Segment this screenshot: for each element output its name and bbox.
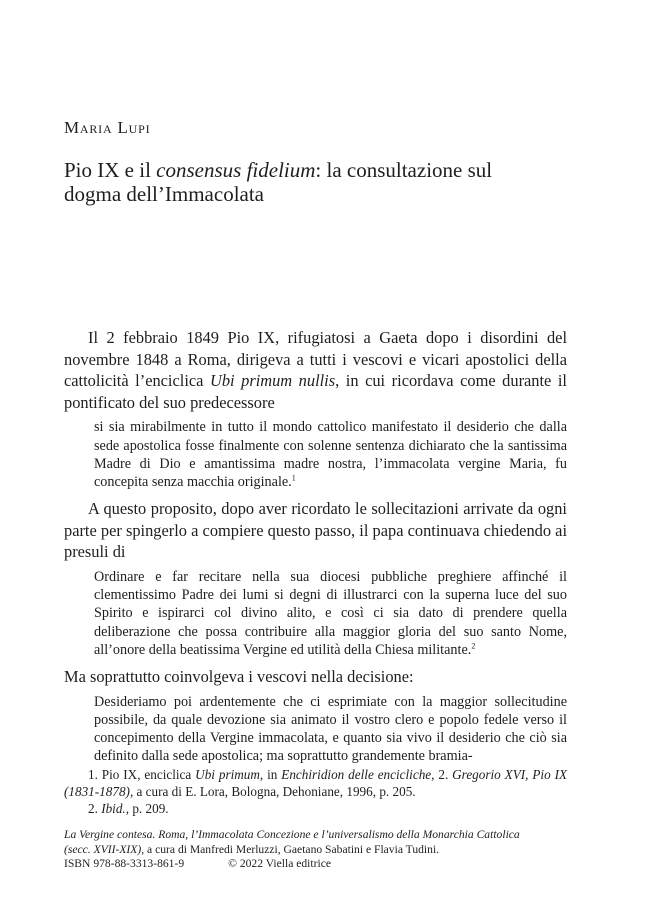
footnote-2-part: , p. 209.: [125, 801, 169, 816]
footnote-1-italic: Enchiridion delle encicliche: [281, 767, 432, 782]
imprint-editors-line: [64, 843, 567, 858]
footnote-1-italic: Gregorio XVI, Pio IX (1831-1878): [64, 767, 568, 799]
book-editors: , a cura di Manfredi Merluzzi, Gaetano Sabatini e Flavia Tudini.: [141, 842, 440, 856]
block-quote-3: Desideriamo poi ardentemente che ci esprimiate con la maggior sollecitudine possibile, da quale devozione sia animato il vostro clero e popolo fedele verso il concepimento della Vergine immacolata, e quanto sia vivo il desiderio che ciò sia definito dalla sede apostolica; ma soprattutto grandemente bramia-: [94, 693, 567, 765]
footnote-1-part: , a cura di E. Lora, Bologna, Dehoniane, 1996, p. 205.: [129, 784, 416, 799]
paragraph-2: A questo proposito, dopo aver ricordato le sollecitazioni arrivate da ogni parte per spingerlo a compiere questo passo, il papa continuava chiedendo ai presuli di: [64, 499, 567, 562]
book-series-dates: (secc. XVII-XIX): [64, 842, 142, 856]
footnote-1-italic: Ubi primum: [195, 767, 260, 782]
title-prefix: Pio IX e il: [64, 158, 157, 182]
footnote-2-italic: Ibid.: [101, 801, 126, 816]
footnote-2-part: 2.: [88, 801, 102, 816]
footnote-ref-2[interactable]: 2: [471, 641, 476, 651]
footnote-1-part: , 2.: [431, 767, 453, 782]
paragraph-3: Ma soprattutto coinvolgeva i vescovi nella decisione:: [64, 666, 414, 686]
title-emphasis: consensus fidelium: [156, 158, 316, 182]
footnote-1: [64, 766, 567, 800]
imprint-book-title-line: [64, 828, 567, 843]
book-page: [64, 0, 567, 910]
footnote-1-part: , in: [259, 767, 282, 782]
chapter-title: [64, 158, 544, 206]
block-quote-1-text: si sia mirabilmente in tutto il mondo cattolico manifestato il desiderio che dalla sede apostolica fosse finalmente con solenne sentenza dichiarato che la santissima Madre di Dio e amantissima madre nostra, l’immacolata vergine Maria, fu concepita senza macchia originale.: [94, 419, 567, 490]
isbn: ISBN 978-88-3313-861-9: [64, 857, 185, 871]
footnote-ref-1[interactable]: 1: [291, 473, 296, 483]
copyright: © 2022 Viella editrice: [228, 857, 331, 871]
paragraph-1: [64, 327, 567, 413]
block-quote-2-text: Ordinare e far recitare nella sua diocesi pubbliche preghiere affinché il clementissimo Padre dei lumi si degni di illustrarci con la superna luce del suo Spirito e ispirarci col divino alito, e così ci sia dato di prendere quella deliberazione che possa contribuire alla maggior gloria del suo santo Nome, all’onore della beatissima Vergine ed utilità della Chiesa militante.: [94, 568, 567, 658]
block-quote-1: [94, 418, 567, 491]
paragraph-1-before: Il 2 febbraio 1849 Pio IX, rifugiatosi a Gaeta dopo i disordini del novembre 1848 a Roma, dirigeva a tutti i vescovi e vicari apostolici della cattolicità l’enciclica: [64, 328, 567, 391]
author-name: Maria Lupi: [64, 118, 151, 137]
footnotes: [64, 766, 567, 817]
paragraph-1-after: , in cui ricordava come durante il pontificato del suo predecessore: [64, 371, 567, 412]
book-title: La Vergine contesa. Roma, l’Immacolata Concezione e l’universalismo della Monarchia Cattolica: [64, 828, 520, 841]
block-quote-2: [94, 568, 567, 659]
footnote-1-part: 1. Pio IX, enciclica: [88, 767, 196, 782]
imprint: [64, 828, 567, 872]
footnote-2: [64, 800, 567, 817]
paragraph-1-emphasis: Ubi primum nullis: [209, 371, 336, 391]
body-text: [64, 327, 567, 772]
imprint-isbn-line: [64, 857, 567, 872]
title-suffix: : la consultazione sul dogma dell’Immacolata: [64, 158, 493, 206]
